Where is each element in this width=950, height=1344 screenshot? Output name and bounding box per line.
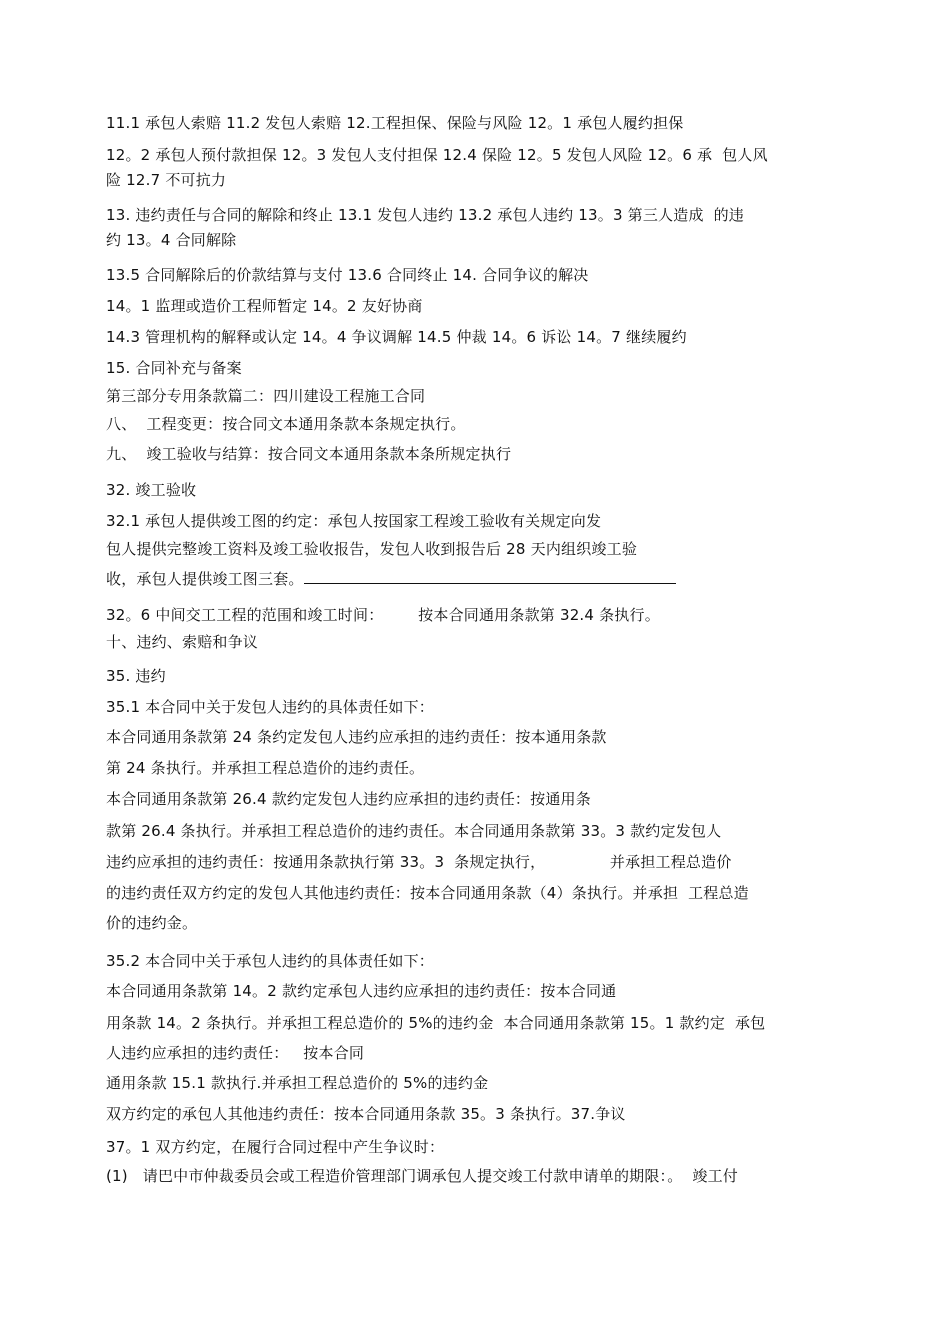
- text-line: 的违约责任双方约定的发包人其他违约责任：按本合同通用条款（4）条执行。并承担 工程总造: [106, 884, 749, 902]
- text-line: 人违约应承担的违约责任： 按本合同: [106, 1044, 365, 1062]
- text-line: 本合同通用条款第 14。2 款约定承包人违约应承担的违约责任：按本合同通: [106, 982, 617, 1000]
- text-line: 第 24 条执行。并承担工程总造价的违约责任。: [106, 759, 425, 777]
- text-line: 32。6 中间交工工程的范围和竣工时间： 按本合同通用条款第 32.4 条执行。: [106, 606, 660, 624]
- text-line: 违约应承担的违约责任：按通用条款执行第 33。3 条规定执行， 并承担工程总造价: [106, 853, 732, 871]
- text-line: 32.1 承包人提供竣工图的约定：承包人按国家工程竣工验收有关规定向发: [106, 512, 602, 530]
- text-line: 用条款 14。2 条执行。并承担工程总造价的 5%的违约金 本合同通用条款第 15。1 款约定 承包: [106, 1014, 766, 1032]
- text-segment: 收，承包人提供竣工图三套。: [106, 570, 304, 588]
- text-line: 九、 竣工验收与结算：按合同文本通用条款本条所规定执行: [106, 445, 512, 463]
- text-line: 11.1 承包人索赔 11.2 发包人索赔 12.工程担保、保险与风险 12。1 承包人履约担保: [106, 114, 684, 132]
- text-line: 十、违约、索赔和争议: [106, 633, 259, 651]
- text-line: 本合同通用条款第 24 条约定发包人违约应承担的违约责任：按本通用条款: [106, 728, 607, 746]
- text-line: 价的违约金。: [106, 914, 198, 932]
- text-line: 约 13。4 合同解除: [106, 231, 237, 249]
- text-line: 32. 竣工验收: [106, 481, 197, 499]
- text-line: 12。2 承包人预付款担保 12。3 发包人支付担保 12.4 保险 12。5 发包人风险 12。6 承 包人风: [106, 146, 768, 164]
- text-line: 37。1 双方约定，在履行合同过程中产生争议时：: [106, 1138, 445, 1156]
- text-line: (1) 请巴中市仲裁委员会或工程造价管理部门调承包人提交竣工付款申请单的期限：。 竣工付: [106, 1167, 738, 1185]
- text-line: 13. 违约责任与合同的解除和终止 13.1 发包人违约 13.2 承包人违约 13。3 第三人造成 的违: [106, 206, 744, 224]
- text-line: 第三部分专用条款篇二：四川建设工程施工合同: [106, 387, 426, 405]
- text-line: 35.1 本合同中关于发包人违约的具体责任如下：: [106, 698, 434, 716]
- text-line: 通用条款 15.1 款执行.并承担工程总造价的 5%的违约金: [106, 1074, 489, 1092]
- text-line: 35.2 本合同中关于承包人违约的具体责任如下：: [106, 952, 434, 970]
- text-line: 八、 工程变更：按合同文本通用条款本条规定执行。: [106, 415, 466, 433]
- text-line: 双方约定的承包人其他违约责任：按本合同通用条款 35。3 条执行。37.争议: [106, 1105, 626, 1123]
- fill-in-blank-underline: [304, 569, 676, 584]
- text-line: 15. 合同补充与备案: [106, 359, 242, 377]
- text-line: 本合同通用条款第 26.4 款约定发包人违约应承担的违约责任：按通用条: [106, 790, 591, 808]
- text-line: 14.3 管理机构的解释或认定 14。4 争议调解 14.5 仲裁 14。6 诉讼 14。7 继续履约: [106, 328, 687, 346]
- text-line: 14。1 监理或造价工程师暂定 14。2 友好协商: [106, 297, 423, 315]
- text-line: 险 12.7 不可抗力: [106, 171, 227, 189]
- text-line: 款第 26.4 条执行。并承担工程总造价的违约责任。本合同通用条款第 33。3 款约定发包人: [106, 822, 722, 840]
- text-line-with-blank: [106, 569, 676, 589]
- text-line: 包人提供完整竣工资料及竣工验收报告，发包人收到报告后 28 天内组织竣工验: [106, 540, 638, 558]
- text-line: 13.5 合同解除后的价款结算与支付 13.6 合同终止 14. 合同争议的解决: [106, 266, 589, 284]
- text-line: 35. 违约: [106, 667, 166, 685]
